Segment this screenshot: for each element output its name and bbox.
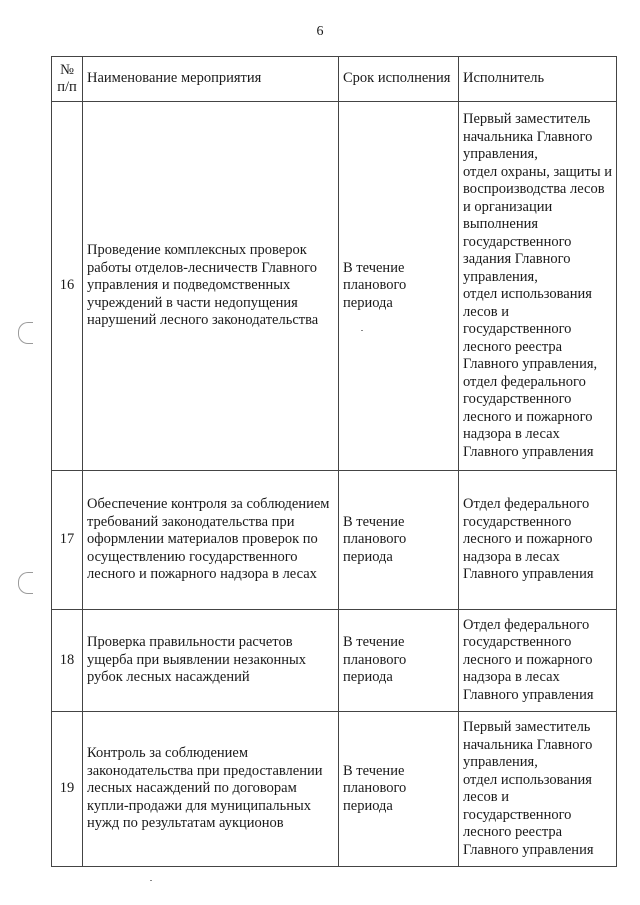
row-number: 17 xyxy=(52,471,83,610)
executor-line: Отдел федерального государственного лесного и пожарного надзора в лесах Главного управления xyxy=(463,496,594,583)
binder-hole-mark xyxy=(18,572,33,594)
executor-line: отдел охраны, защиты и воспроизводства лесов и организации выполнения государственного задания Главного управления, xyxy=(463,163,613,285)
table-row xyxy=(52,471,617,610)
row-number: 16 xyxy=(52,102,83,471)
binder-hole-mark xyxy=(18,322,33,344)
activity-name: Контроль за соблюдением законодательства при предоставлении лесных насаждений по договорам купли-продажи для муниципальных нужд по результатам аукционов xyxy=(83,712,339,867)
executor-line: отдел использования лесов и государственного лесного реестра Главного управления, xyxy=(463,286,598,372)
table-header-row xyxy=(52,57,617,102)
executor-line: отдел федерального государственного лесного и пожарного надзора в лесах Главного управления xyxy=(463,373,594,460)
table-row xyxy=(52,610,617,712)
activity-term: В течение планового периода xyxy=(339,102,459,471)
row-number: 18 xyxy=(52,610,83,712)
activities-table xyxy=(51,56,617,867)
header-term: Срок исполнения xyxy=(339,57,459,102)
activity-name: Проверка правильности расчетов ущерба при выявлении незаконных рубок лесных насаждений xyxy=(83,610,339,712)
page-number: 6 xyxy=(316,24,324,39)
row-number: 19 xyxy=(52,712,83,867)
activity-executor xyxy=(459,610,617,712)
table-row xyxy=(52,712,617,867)
activity-name: Проведение комплексных проверок работы отделов-лесничеств Главного управления и подведомственных учреждений в части недопущения нарушений лесного законодательства xyxy=(83,102,339,471)
activity-executor xyxy=(459,712,617,867)
activity-name: Обеспечение контроля за соблюдением требований законодательства при оформлении материалов проверок по осуществлению государственного лесного и пожарного надзора в лесах xyxy=(83,471,339,610)
activity-executor xyxy=(459,102,617,471)
executor-line: Первый заместитель начальника Главного управления, xyxy=(463,111,593,162)
activity-term: В течение планового периода xyxy=(339,610,459,712)
executor-line: отдел использования лесов и государственного лесного реестра Главного управления xyxy=(463,771,594,858)
activity-term: В течение планового периода xyxy=(339,712,459,867)
table-row xyxy=(52,102,617,471)
activity-term: В течение планового периода xyxy=(339,471,459,610)
executor-line: Первый заместитель начальника Главного управления, xyxy=(463,719,593,770)
activity-executor xyxy=(459,471,617,610)
header-number: № п/п xyxy=(52,57,83,102)
header-activity-name: Наименование мероприятия xyxy=(83,57,339,102)
header-executor: Исполнитель xyxy=(459,57,617,102)
executor-line: Отдел федерального государственного лесного и пожарного надзора в лесах Главного управления xyxy=(463,616,594,703)
scan-speck xyxy=(150,880,152,881)
